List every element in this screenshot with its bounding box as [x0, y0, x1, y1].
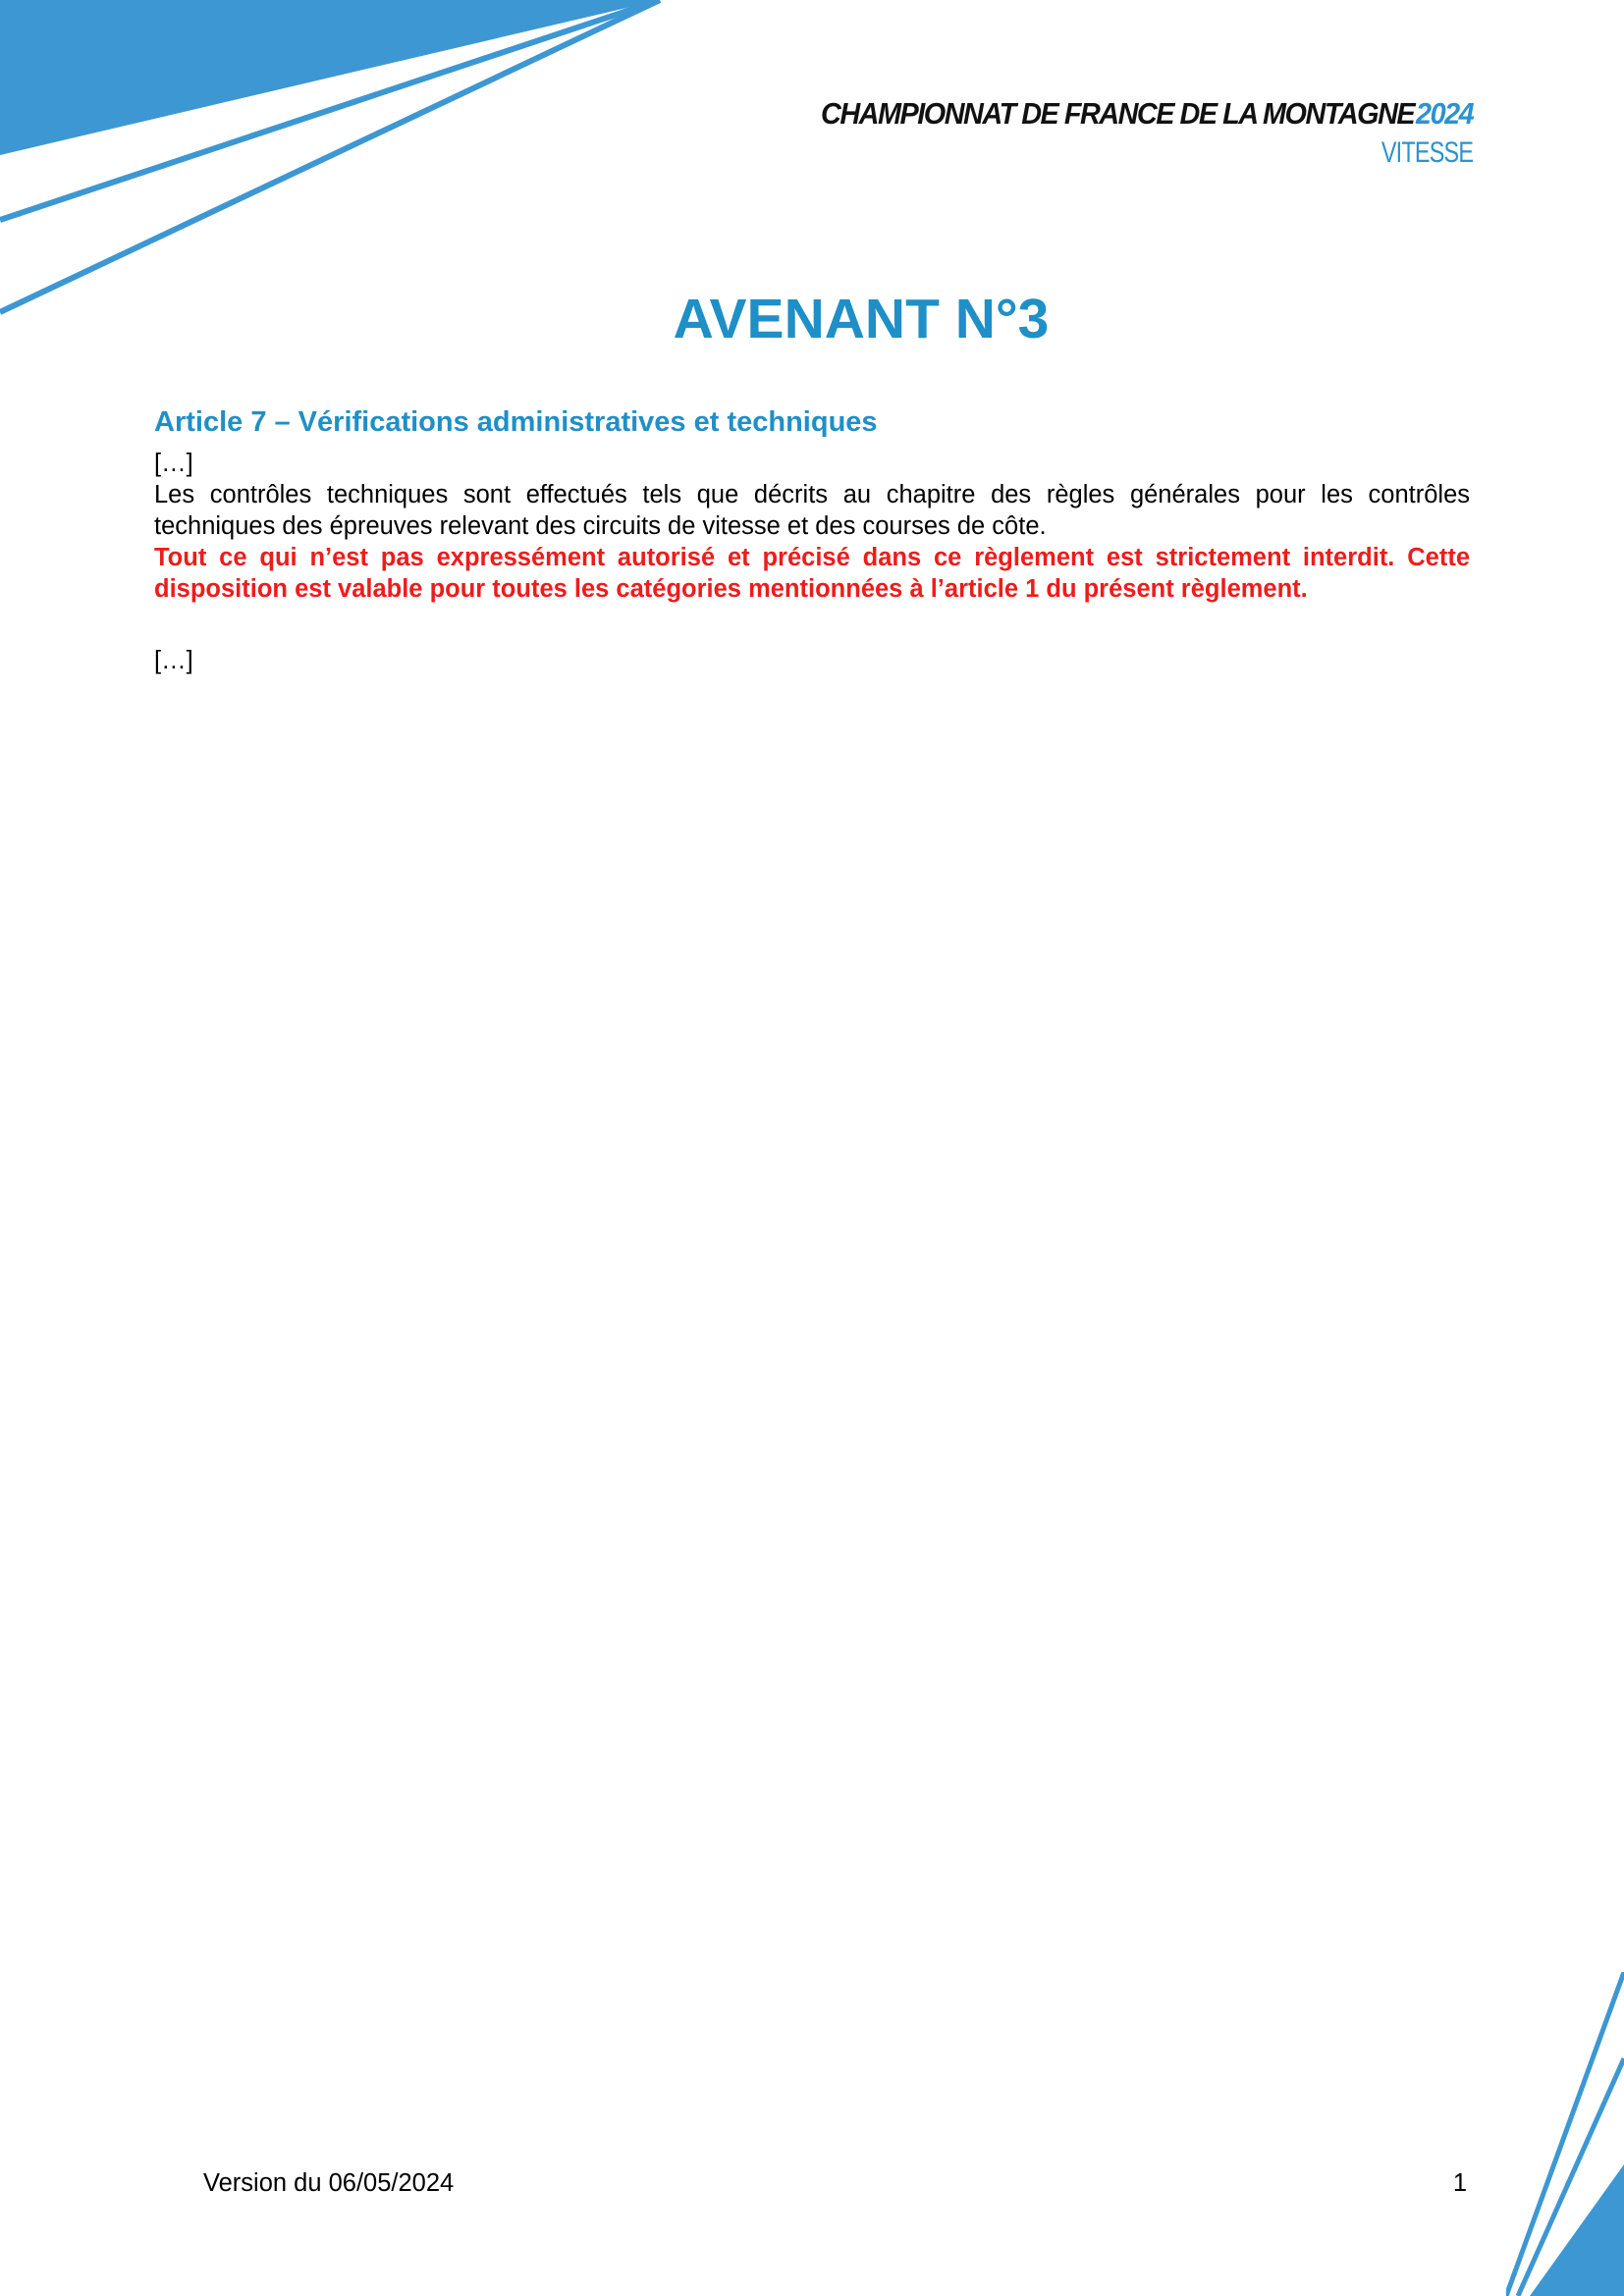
corner-stripes-top-left: [0, 0, 668, 324]
corner-stripes-bottom-right: [1506, 1972, 1624, 2296]
header-title: CHAMPIONNAT DE FRANCE DE LA MONTAGNE: [820, 96, 1414, 131]
body-paragraph: Les contrôles techniques sont effectués tels que décrits au chapitre des règles générales pour les contrôles techniques des épreuves relevant des circuits de vitesse et des courses de côte.: [154, 480, 1470, 540]
ellipsis-top: […]: [154, 449, 193, 477]
page-number: 1: [1452, 2169, 1467, 2197]
document-header: [772, 98, 1473, 168]
ellipsis-bottom: […]: [154, 646, 193, 674]
header-title-line: [821, 98, 1473, 129]
header-subtitle: VITESSE: [1380, 136, 1473, 169]
footer-version: Version du 06/05/2024: [203, 2169, 455, 2197]
highlighted-rule: Tout ce qui n’est pas expressément autorisé et précisé dans ce règlement est strictement interdit. Cette disposition est valable pour toutes les catégories mentionnées à l’article 1 du présent règlement.: [154, 543, 1470, 603]
article-heading: Article 7 – Vérifications administratives et techniques: [154, 406, 878, 438]
header-year: 2024: [1415, 96, 1473, 131]
document-body: [154, 405, 1470, 676]
document-title: AVENANT N°3: [673, 288, 1050, 350]
